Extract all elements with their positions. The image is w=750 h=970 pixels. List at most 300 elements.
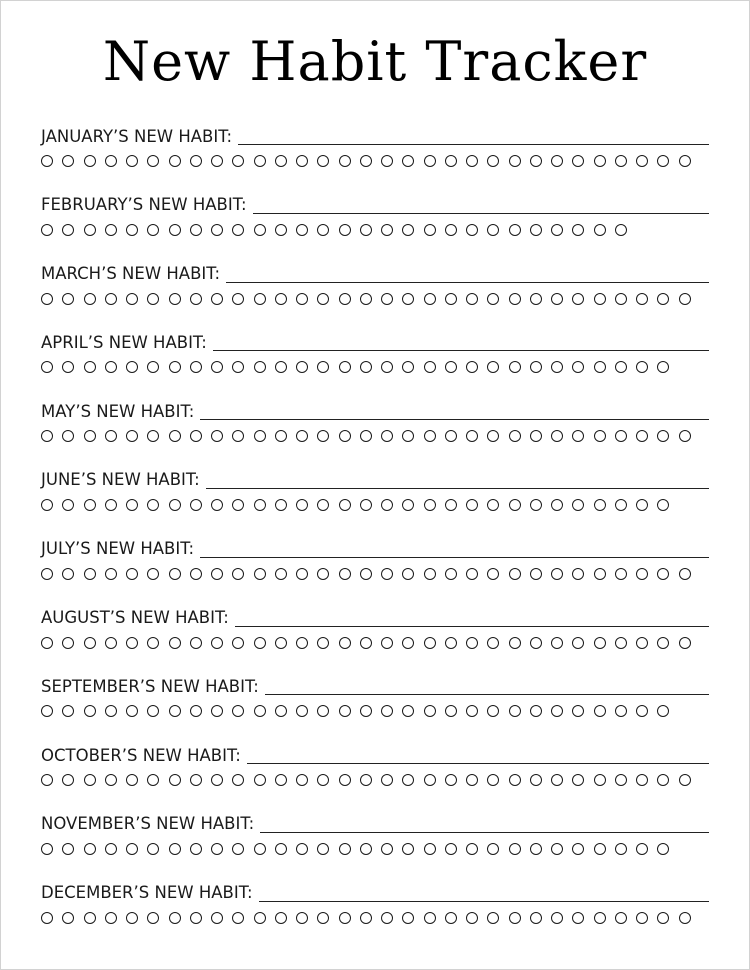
day-circle[interactable] xyxy=(339,637,351,649)
day-circle[interactable] xyxy=(530,637,542,649)
day-circle[interactable] xyxy=(657,361,669,373)
day-circle[interactable] xyxy=(572,843,584,855)
day-circle[interactable] xyxy=(147,568,159,580)
day-circle[interactable] xyxy=(615,912,627,924)
day-circle[interactable] xyxy=(105,224,117,236)
day-circle[interactable] xyxy=(445,155,457,167)
day-circle[interactable] xyxy=(381,361,393,373)
day-circle[interactable] xyxy=(402,774,414,786)
day-circle[interactable] xyxy=(636,155,648,167)
day-circle[interactable] xyxy=(636,774,648,786)
day-circle[interactable] xyxy=(551,912,563,924)
day-circle[interactable] xyxy=(84,637,96,649)
habit-write-line[interactable] xyxy=(238,143,709,145)
day-circle[interactable] xyxy=(296,912,308,924)
day-circle[interactable] xyxy=(126,774,138,786)
day-circle[interactable] xyxy=(360,224,372,236)
day-circle[interactable] xyxy=(296,568,308,580)
day-circle[interactable] xyxy=(636,430,648,442)
day-circle[interactable] xyxy=(615,155,627,167)
day-circle[interactable] xyxy=(62,499,74,511)
day-circle[interactable] xyxy=(509,637,521,649)
day-circle[interactable] xyxy=(594,499,606,511)
day-circle[interactable] xyxy=(296,293,308,305)
day-circle[interactable] xyxy=(572,499,584,511)
day-circle[interactable] xyxy=(551,774,563,786)
day-circle[interactable] xyxy=(424,774,436,786)
day-circle[interactable] xyxy=(41,568,53,580)
day-circle[interactable] xyxy=(360,774,372,786)
day-circle[interactable] xyxy=(339,430,351,442)
day-circle[interactable] xyxy=(487,637,499,649)
day-circle[interactable] xyxy=(254,637,266,649)
day-circle[interactable] xyxy=(487,912,499,924)
day-circle[interactable] xyxy=(445,224,457,236)
day-circle[interactable] xyxy=(657,499,669,511)
day-circle[interactable] xyxy=(615,774,627,786)
day-circle[interactable] xyxy=(615,293,627,305)
day-circle[interactable] xyxy=(402,705,414,717)
day-circle[interactable] xyxy=(594,705,606,717)
day-circle[interactable] xyxy=(530,499,542,511)
day-circle[interactable] xyxy=(530,774,542,786)
day-circle[interactable] xyxy=(381,912,393,924)
day-circle[interactable] xyxy=(41,912,53,924)
day-circle[interactable] xyxy=(615,637,627,649)
day-circle[interactable] xyxy=(254,155,266,167)
day-circle[interactable] xyxy=(381,293,393,305)
day-circle[interactable] xyxy=(317,843,329,855)
day-circle[interactable] xyxy=(530,912,542,924)
day-circle[interactable] xyxy=(105,774,117,786)
day-circle[interactable] xyxy=(615,499,627,511)
day-circle[interactable] xyxy=(424,224,436,236)
day-circle[interactable] xyxy=(530,224,542,236)
day-circle[interactable] xyxy=(636,499,648,511)
day-circle[interactable] xyxy=(402,499,414,511)
day-circle[interactable] xyxy=(317,499,329,511)
day-circle[interactable] xyxy=(381,637,393,649)
day-circle[interactable] xyxy=(169,637,181,649)
day-circle[interactable] xyxy=(636,568,648,580)
day-circle[interactable] xyxy=(317,774,329,786)
day-circle[interactable] xyxy=(657,430,669,442)
day-circle[interactable] xyxy=(551,499,563,511)
day-circle[interactable] xyxy=(169,224,181,236)
day-circle[interactable] xyxy=(530,361,542,373)
day-circle[interactable] xyxy=(466,293,478,305)
day-circle[interactable] xyxy=(126,430,138,442)
day-circle[interactable] xyxy=(594,293,606,305)
day-circle[interactable] xyxy=(594,430,606,442)
day-circle[interactable] xyxy=(572,912,584,924)
day-circle[interactable] xyxy=(296,499,308,511)
day-circle[interactable] xyxy=(84,293,96,305)
day-circle[interactable] xyxy=(679,430,691,442)
day-circle[interactable] xyxy=(211,843,223,855)
day-circle[interactable] xyxy=(487,568,499,580)
day-circle[interactable] xyxy=(572,430,584,442)
day-circle[interactable] xyxy=(615,705,627,717)
day-circle[interactable] xyxy=(147,705,159,717)
habit-write-line[interactable] xyxy=(200,418,709,420)
day-circle[interactable] xyxy=(551,224,563,236)
day-circle[interactable] xyxy=(445,293,457,305)
day-circle[interactable] xyxy=(190,361,202,373)
day-circle[interactable] xyxy=(190,774,202,786)
day-circle[interactable] xyxy=(657,912,669,924)
habit-write-line[interactable] xyxy=(253,212,709,214)
day-circle[interactable] xyxy=(41,637,53,649)
day-circle[interactable] xyxy=(232,843,244,855)
day-circle[interactable] xyxy=(487,430,499,442)
day-circle[interactable] xyxy=(381,499,393,511)
day-circle[interactable] xyxy=(62,568,74,580)
day-circle[interactable] xyxy=(551,430,563,442)
day-circle[interactable] xyxy=(339,224,351,236)
day-circle[interactable] xyxy=(211,430,223,442)
day-circle[interactable] xyxy=(296,705,308,717)
day-circle[interactable] xyxy=(296,224,308,236)
day-circle[interactable] xyxy=(169,155,181,167)
day-circle[interactable] xyxy=(551,637,563,649)
day-circle[interactable] xyxy=(509,705,521,717)
day-circle[interactable] xyxy=(360,568,372,580)
day-circle[interactable] xyxy=(147,224,159,236)
day-circle[interactable] xyxy=(147,499,159,511)
day-circle[interactable] xyxy=(105,637,117,649)
day-circle[interactable] xyxy=(360,637,372,649)
day-circle[interactable] xyxy=(105,705,117,717)
day-circle[interactable] xyxy=(402,155,414,167)
habit-write-line[interactable] xyxy=(213,349,709,351)
day-circle[interactable] xyxy=(275,912,287,924)
day-circle[interactable] xyxy=(594,637,606,649)
day-circle[interactable] xyxy=(126,705,138,717)
day-circle[interactable] xyxy=(466,361,478,373)
day-circle[interactable] xyxy=(657,774,669,786)
habit-write-line[interactable] xyxy=(265,693,709,695)
day-circle[interactable] xyxy=(445,843,457,855)
day-circle[interactable] xyxy=(424,430,436,442)
habit-write-line[interactable] xyxy=(226,281,709,283)
day-circle[interactable] xyxy=(254,293,266,305)
day-circle[interactable] xyxy=(509,774,521,786)
day-circle[interactable] xyxy=(84,774,96,786)
day-circle[interactable] xyxy=(402,637,414,649)
day-circle[interactable] xyxy=(84,912,96,924)
day-circle[interactable] xyxy=(572,637,584,649)
day-circle[interactable] xyxy=(84,224,96,236)
day-circle[interactable] xyxy=(551,568,563,580)
day-circle[interactable] xyxy=(466,155,478,167)
day-circle[interactable] xyxy=(211,705,223,717)
day-circle[interactable] xyxy=(232,774,244,786)
day-circle[interactable] xyxy=(254,430,266,442)
day-circle[interactable] xyxy=(657,637,669,649)
day-circle[interactable] xyxy=(572,774,584,786)
day-circle[interactable] xyxy=(296,637,308,649)
day-circle[interactable] xyxy=(211,774,223,786)
day-circle[interactable] xyxy=(232,637,244,649)
day-circle[interactable] xyxy=(424,637,436,649)
day-circle[interactable] xyxy=(62,637,74,649)
day-circle[interactable] xyxy=(126,912,138,924)
day-circle[interactable] xyxy=(254,774,266,786)
day-circle[interactable] xyxy=(679,774,691,786)
day-circle[interactable] xyxy=(381,568,393,580)
day-circle[interactable] xyxy=(445,568,457,580)
day-circle[interactable] xyxy=(339,568,351,580)
day-circle[interactable] xyxy=(105,361,117,373)
day-circle[interactable] xyxy=(317,568,329,580)
day-circle[interactable] xyxy=(126,224,138,236)
day-circle[interactable] xyxy=(105,843,117,855)
day-circle[interactable] xyxy=(105,499,117,511)
day-circle[interactable] xyxy=(275,293,287,305)
day-circle[interactable] xyxy=(657,843,669,855)
day-circle[interactable] xyxy=(339,774,351,786)
day-circle[interactable] xyxy=(169,843,181,855)
day-circle[interactable] xyxy=(360,155,372,167)
habit-write-line[interactable] xyxy=(260,831,709,833)
day-circle[interactable] xyxy=(232,430,244,442)
habit-write-line[interactable] xyxy=(259,900,709,902)
day-circle[interactable] xyxy=(169,430,181,442)
day-circle[interactable] xyxy=(636,293,648,305)
day-circle[interactable] xyxy=(339,705,351,717)
habit-write-line[interactable] xyxy=(247,762,709,764)
day-circle[interactable] xyxy=(615,224,627,236)
day-circle[interactable] xyxy=(190,912,202,924)
day-circle[interactable] xyxy=(445,774,457,786)
day-circle[interactable] xyxy=(679,293,691,305)
day-circle[interactable] xyxy=(402,293,414,305)
day-circle[interactable] xyxy=(402,361,414,373)
day-circle[interactable] xyxy=(84,499,96,511)
day-circle[interactable] xyxy=(509,499,521,511)
day-circle[interactable] xyxy=(466,224,478,236)
day-circle[interactable] xyxy=(487,361,499,373)
day-circle[interactable] xyxy=(62,293,74,305)
day-circle[interactable] xyxy=(551,293,563,305)
day-circle[interactable] xyxy=(105,430,117,442)
day-circle[interactable] xyxy=(615,843,627,855)
day-circle[interactable] xyxy=(317,293,329,305)
day-circle[interactable] xyxy=(445,912,457,924)
day-circle[interactable] xyxy=(466,843,478,855)
day-circle[interactable] xyxy=(105,293,117,305)
day-circle[interactable] xyxy=(594,361,606,373)
day-circle[interactable] xyxy=(594,774,606,786)
day-circle[interactable] xyxy=(190,224,202,236)
day-circle[interactable] xyxy=(254,224,266,236)
day-circle[interactable] xyxy=(572,568,584,580)
day-circle[interactable] xyxy=(190,568,202,580)
day-circle[interactable] xyxy=(317,361,329,373)
day-circle[interactable] xyxy=(62,361,74,373)
habit-write-line[interactable] xyxy=(206,487,709,489)
day-circle[interactable] xyxy=(275,637,287,649)
day-circle[interactable] xyxy=(572,705,584,717)
day-circle[interactable] xyxy=(296,361,308,373)
day-circle[interactable] xyxy=(360,705,372,717)
day-circle[interactable] xyxy=(466,568,478,580)
day-circle[interactable] xyxy=(84,843,96,855)
day-circle[interactable] xyxy=(509,912,521,924)
day-circle[interactable] xyxy=(41,155,53,167)
day-circle[interactable] xyxy=(657,155,669,167)
day-circle[interactable] xyxy=(211,637,223,649)
day-circle[interactable] xyxy=(530,293,542,305)
day-circle[interactable] xyxy=(424,568,436,580)
day-circle[interactable] xyxy=(636,637,648,649)
day-circle[interactable] xyxy=(339,293,351,305)
day-circle[interactable] xyxy=(317,637,329,649)
day-circle[interactable] xyxy=(232,705,244,717)
day-circle[interactable] xyxy=(657,705,669,717)
habit-write-line[interactable] xyxy=(235,625,709,627)
day-circle[interactable] xyxy=(594,843,606,855)
day-circle[interactable] xyxy=(62,430,74,442)
day-circle[interactable] xyxy=(296,155,308,167)
day-circle[interactable] xyxy=(105,155,117,167)
day-circle[interactable] xyxy=(402,568,414,580)
day-circle[interactable] xyxy=(509,568,521,580)
day-circle[interactable] xyxy=(487,499,499,511)
day-circle[interactable] xyxy=(509,293,521,305)
day-circle[interactable] xyxy=(41,774,53,786)
day-circle[interactable] xyxy=(424,361,436,373)
day-circle[interactable] xyxy=(424,912,436,924)
day-circle[interactable] xyxy=(275,499,287,511)
day-circle[interactable] xyxy=(317,912,329,924)
day-circle[interactable] xyxy=(211,224,223,236)
day-circle[interactable] xyxy=(147,361,159,373)
day-circle[interactable] xyxy=(487,155,499,167)
day-circle[interactable] xyxy=(657,293,669,305)
day-circle[interactable] xyxy=(147,843,159,855)
day-circle[interactable] xyxy=(530,568,542,580)
day-circle[interactable] xyxy=(211,293,223,305)
day-circle[interactable] xyxy=(275,430,287,442)
day-circle[interactable] xyxy=(275,568,287,580)
day-circle[interactable] xyxy=(275,224,287,236)
day-circle[interactable] xyxy=(41,430,53,442)
day-circle[interactable] xyxy=(615,361,627,373)
day-circle[interactable] xyxy=(41,499,53,511)
day-circle[interactable] xyxy=(169,774,181,786)
day-circle[interactable] xyxy=(509,430,521,442)
day-circle[interactable] xyxy=(594,568,606,580)
day-circle[interactable] xyxy=(594,155,606,167)
day-circle[interactable] xyxy=(381,224,393,236)
day-circle[interactable] xyxy=(190,843,202,855)
day-circle[interactable] xyxy=(190,293,202,305)
day-circle[interactable] xyxy=(487,224,499,236)
day-circle[interactable] xyxy=(254,361,266,373)
day-circle[interactable] xyxy=(636,705,648,717)
day-circle[interactable] xyxy=(296,430,308,442)
day-circle[interactable] xyxy=(466,430,478,442)
day-circle[interactable] xyxy=(211,361,223,373)
day-circle[interactable] xyxy=(487,843,499,855)
day-circle[interactable] xyxy=(594,912,606,924)
day-circle[interactable] xyxy=(317,224,329,236)
day-circle[interactable] xyxy=(636,912,648,924)
day-circle[interactable] xyxy=(41,705,53,717)
day-circle[interactable] xyxy=(445,637,457,649)
day-circle[interactable] xyxy=(296,843,308,855)
day-circle[interactable] xyxy=(424,293,436,305)
day-circle[interactable] xyxy=(402,224,414,236)
day-circle[interactable] xyxy=(339,155,351,167)
day-circle[interactable] xyxy=(126,637,138,649)
day-circle[interactable] xyxy=(169,361,181,373)
day-circle[interactable] xyxy=(105,568,117,580)
day-circle[interactable] xyxy=(62,705,74,717)
day-circle[interactable] xyxy=(424,843,436,855)
day-circle[interactable] xyxy=(232,912,244,924)
day-circle[interactable] xyxy=(466,637,478,649)
day-circle[interactable] xyxy=(254,843,266,855)
day-circle[interactable] xyxy=(657,568,669,580)
day-circle[interactable] xyxy=(424,499,436,511)
day-circle[interactable] xyxy=(509,843,521,855)
day-circle[interactable] xyxy=(147,155,159,167)
day-circle[interactable] xyxy=(339,499,351,511)
day-circle[interactable] xyxy=(317,155,329,167)
day-circle[interactable] xyxy=(402,912,414,924)
day-circle[interactable] xyxy=(232,293,244,305)
day-circle[interactable] xyxy=(62,224,74,236)
day-circle[interactable] xyxy=(84,155,96,167)
day-circle[interactable] xyxy=(424,155,436,167)
day-circle[interactable] xyxy=(339,361,351,373)
day-circle[interactable] xyxy=(275,155,287,167)
day-circle[interactable] xyxy=(211,568,223,580)
day-circle[interactable] xyxy=(466,774,478,786)
day-circle[interactable] xyxy=(381,155,393,167)
day-circle[interactable] xyxy=(254,705,266,717)
day-circle[interactable] xyxy=(317,705,329,717)
day-circle[interactable] xyxy=(169,293,181,305)
day-circle[interactable] xyxy=(169,705,181,717)
day-circle[interactable] xyxy=(402,843,414,855)
day-circle[interactable] xyxy=(62,774,74,786)
day-circle[interactable] xyxy=(530,705,542,717)
day-circle[interactable] xyxy=(254,912,266,924)
day-circle[interactable] xyxy=(169,912,181,924)
day-circle[interactable] xyxy=(572,293,584,305)
day-circle[interactable] xyxy=(275,361,287,373)
day-circle[interactable] xyxy=(572,224,584,236)
day-circle[interactable] xyxy=(190,430,202,442)
day-circle[interactable] xyxy=(62,843,74,855)
day-circle[interactable] xyxy=(339,912,351,924)
day-circle[interactable] xyxy=(572,361,584,373)
day-circle[interactable] xyxy=(679,637,691,649)
day-circle[interactable] xyxy=(551,843,563,855)
day-circle[interactable] xyxy=(551,155,563,167)
day-circle[interactable] xyxy=(360,912,372,924)
day-circle[interactable] xyxy=(360,293,372,305)
day-circle[interactable] xyxy=(466,912,478,924)
habit-write-line[interactable] xyxy=(200,556,709,558)
day-circle[interactable] xyxy=(275,843,287,855)
day-circle[interactable] xyxy=(487,293,499,305)
day-circle[interactable] xyxy=(636,843,648,855)
